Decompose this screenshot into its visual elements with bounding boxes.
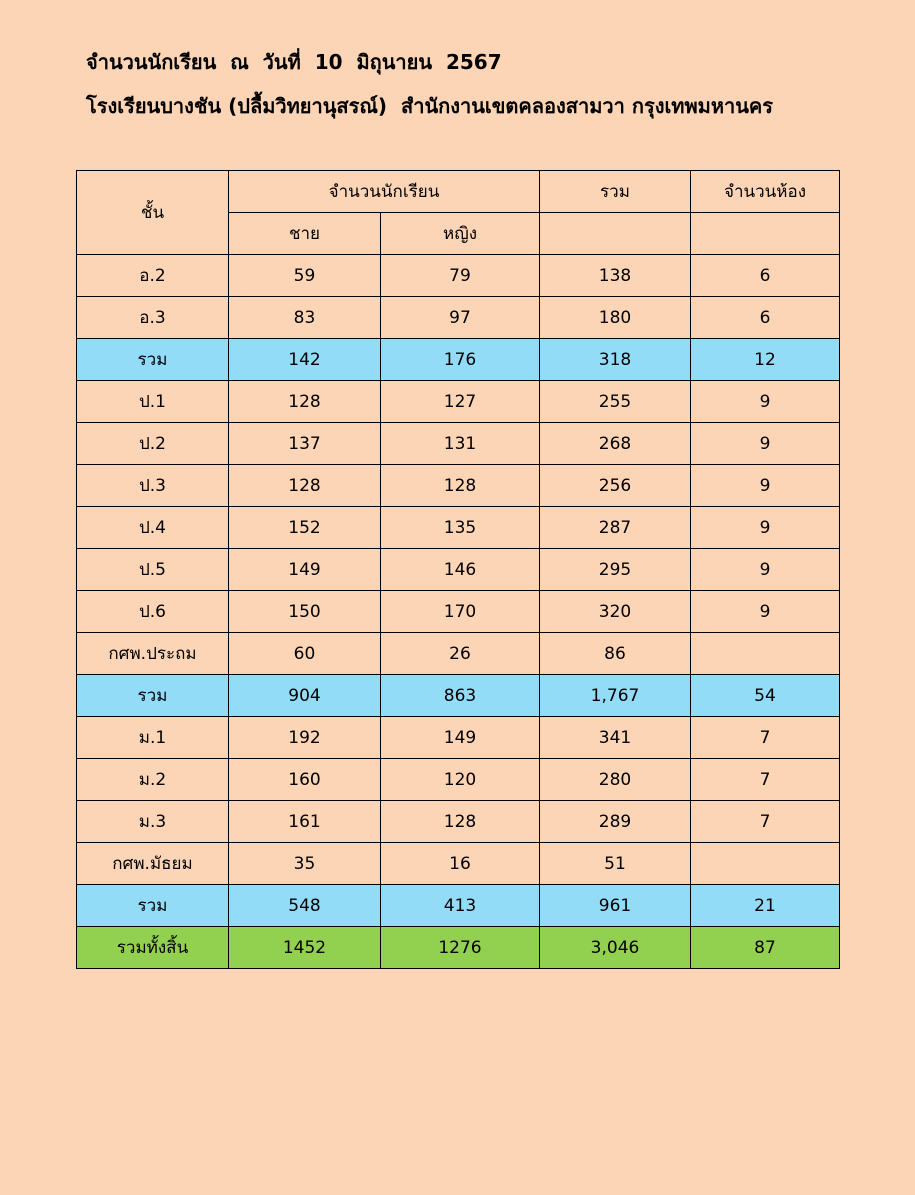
cell-male: 161 bbox=[229, 801, 381, 843]
school-subtitle: โรงเรียนบางชัน (ปลื้มวิทยานุสรณ์) สำนักงานเขตคลองสามวา กรุงเทพมหานคร bbox=[86, 94, 774, 118]
cell-male: 548 bbox=[229, 885, 381, 927]
cell-male: 150 bbox=[229, 591, 381, 633]
cell-total: 180 bbox=[540, 297, 691, 339]
cell-male: 192 bbox=[229, 717, 381, 759]
cell-rooms: 12 bbox=[691, 339, 840, 381]
subtotal-row bbox=[77, 675, 840, 717]
cell-male: 60 bbox=[229, 633, 381, 675]
cell-total: 138 bbox=[540, 255, 691, 297]
cell-total: 320 bbox=[540, 591, 691, 633]
table-row bbox=[77, 381, 840, 423]
cell-total: 961 bbox=[540, 885, 691, 927]
cell-male: 128 bbox=[229, 465, 381, 507]
table-row bbox=[77, 633, 840, 675]
cell-male: 59 bbox=[229, 255, 381, 297]
cell-male: 160 bbox=[229, 759, 381, 801]
cell-rooms: 21 bbox=[691, 885, 840, 927]
cell-rooms: 9 bbox=[691, 465, 840, 507]
table-row bbox=[77, 759, 840, 801]
cell-grade: กศพ.ประถม bbox=[77, 633, 229, 675]
header-total: รวม bbox=[540, 171, 691, 213]
table-row bbox=[77, 717, 840, 759]
cell-total: 256 bbox=[540, 465, 691, 507]
cell-grade: อ.3 bbox=[77, 297, 229, 339]
cell-male: 35 bbox=[229, 843, 381, 885]
cell-rooms bbox=[691, 843, 840, 885]
cell-male: 83 bbox=[229, 297, 381, 339]
cell-grade: รวม bbox=[77, 675, 229, 717]
table-row bbox=[77, 423, 840, 465]
cell-rooms: 6 bbox=[691, 297, 840, 339]
cell-female: 413 bbox=[381, 885, 540, 927]
cell-rooms: 9 bbox=[691, 423, 840, 465]
cell-grade: ป.5 bbox=[77, 549, 229, 591]
student-count-table bbox=[76, 170, 840, 969]
cell-total: 318 bbox=[540, 339, 691, 381]
header-total-blank bbox=[540, 213, 691, 255]
cell-rooms: 9 bbox=[691, 591, 840, 633]
cell-female: 79 bbox=[381, 255, 540, 297]
cell-grade: ป.3 bbox=[77, 465, 229, 507]
cell-rooms: 9 bbox=[691, 381, 840, 423]
cell-grade: ม.3 bbox=[77, 801, 229, 843]
header-rooms: จำนวนห้อง bbox=[691, 171, 840, 213]
table-row bbox=[77, 591, 840, 633]
cell-grade: ม.2 bbox=[77, 759, 229, 801]
table-row bbox=[77, 843, 840, 885]
cell-male: 152 bbox=[229, 507, 381, 549]
cell-grade: ป.2 bbox=[77, 423, 229, 465]
cell-grade: รวมทั้งสิ้น bbox=[77, 927, 229, 969]
cell-female: 128 bbox=[381, 465, 540, 507]
cell-total: 255 bbox=[540, 381, 691, 423]
subtotal-row bbox=[77, 339, 840, 381]
cell-female: 170 bbox=[381, 591, 540, 633]
table-row bbox=[77, 465, 840, 507]
table-row bbox=[77, 255, 840, 297]
cell-rooms: 7 bbox=[691, 759, 840, 801]
subtotal-row bbox=[77, 885, 840, 927]
table-row bbox=[77, 297, 840, 339]
cell-male: 904 bbox=[229, 675, 381, 717]
cell-total: 341 bbox=[540, 717, 691, 759]
cell-total: 3,046 bbox=[540, 927, 691, 969]
cell-grade: รวม bbox=[77, 339, 229, 381]
cell-female: 1276 bbox=[381, 927, 540, 969]
header-male: ชาย bbox=[229, 213, 381, 255]
cell-total: 51 bbox=[540, 843, 691, 885]
cell-total: 86 bbox=[540, 633, 691, 675]
cell-male: 128 bbox=[229, 381, 381, 423]
cell-female: 149 bbox=[381, 717, 540, 759]
cell-female: 26 bbox=[381, 633, 540, 675]
cell-female: 146 bbox=[381, 549, 540, 591]
cell-total: 268 bbox=[540, 423, 691, 465]
header-grade: ชั้น bbox=[77, 171, 229, 255]
cell-female: 127 bbox=[381, 381, 540, 423]
cell-female: 135 bbox=[381, 507, 540, 549]
table-row bbox=[77, 549, 840, 591]
cell-total: 295 bbox=[540, 549, 691, 591]
header-students: จำนวนนักเรียน bbox=[229, 171, 540, 213]
cell-grade: ป.1 bbox=[77, 381, 229, 423]
header-female: หญิง bbox=[381, 213, 540, 255]
cell-rooms: 9 bbox=[691, 549, 840, 591]
cell-rooms: 9 bbox=[691, 507, 840, 549]
cell-grade: กศพ.มัธยม bbox=[77, 843, 229, 885]
cell-rooms: 54 bbox=[691, 675, 840, 717]
cell-rooms: 7 bbox=[691, 717, 840, 759]
cell-rooms: 6 bbox=[691, 255, 840, 297]
cell-female: 120 bbox=[381, 759, 540, 801]
cell-female: 176 bbox=[381, 339, 540, 381]
table-row bbox=[77, 801, 840, 843]
cell-male: 142 bbox=[229, 339, 381, 381]
cell-grade: ป.6 bbox=[77, 591, 229, 633]
cell-total: 1,767 bbox=[540, 675, 691, 717]
grand-total-row bbox=[77, 927, 840, 969]
cell-total: 287 bbox=[540, 507, 691, 549]
cell-grade: ม.1 bbox=[77, 717, 229, 759]
page-title: จำนวนนักเรียน ณ วันที่ 10 มิถุนายน 2567 bbox=[86, 50, 502, 74]
cell-total: 289 bbox=[540, 801, 691, 843]
cell-grade: อ.2 bbox=[77, 255, 229, 297]
cell-female: 16 bbox=[381, 843, 540, 885]
cell-male: 149 bbox=[229, 549, 381, 591]
cell-rooms: 87 bbox=[691, 927, 840, 969]
cell-rooms bbox=[691, 633, 840, 675]
cell-female: 131 bbox=[381, 423, 540, 465]
cell-female: 863 bbox=[381, 675, 540, 717]
table-row bbox=[77, 507, 840, 549]
cell-female: 97 bbox=[381, 297, 540, 339]
cell-grade: ป.4 bbox=[77, 507, 229, 549]
cell-female: 128 bbox=[381, 801, 540, 843]
header-rooms-blank bbox=[691, 213, 840, 255]
cell-male: 137 bbox=[229, 423, 381, 465]
cell-rooms: 7 bbox=[691, 801, 840, 843]
cell-male: 1452 bbox=[229, 927, 381, 969]
cell-total: 280 bbox=[540, 759, 691, 801]
cell-grade: รวม bbox=[77, 885, 229, 927]
